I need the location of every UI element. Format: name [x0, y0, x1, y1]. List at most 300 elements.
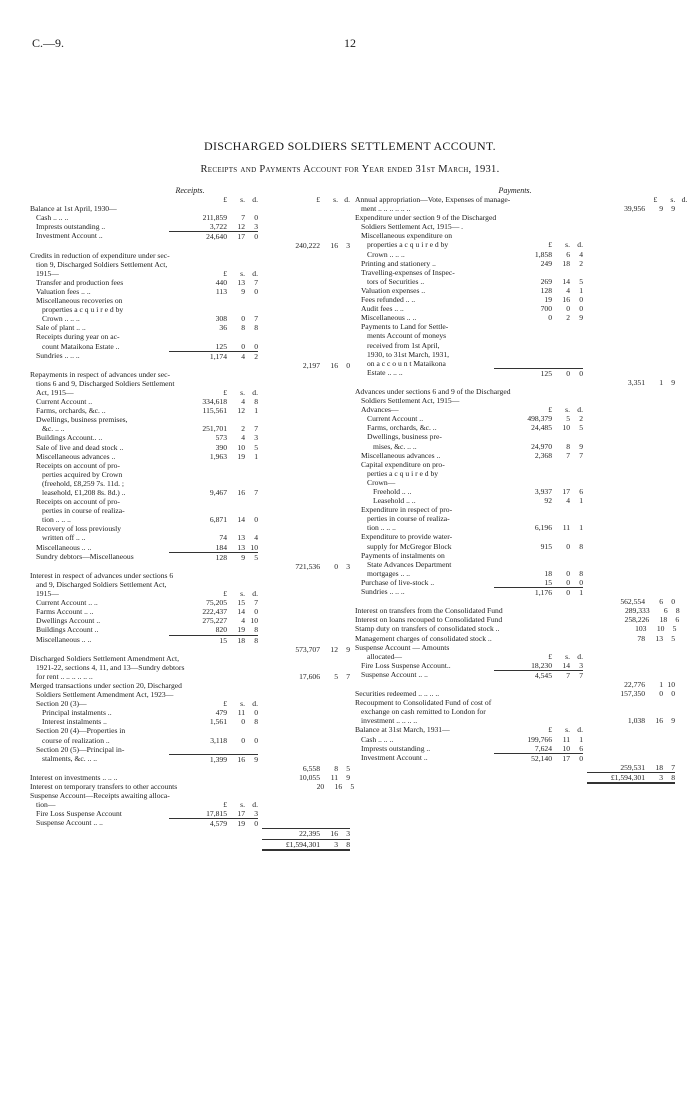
payments-outer-amount-pounds [587, 313, 645, 322]
payments-outer-amount-shillings [645, 250, 663, 259]
receipts-inner-amount-pence [245, 361, 258, 370]
receipts-outer-amount-pounds [262, 717, 320, 726]
receipts-outer-amount-shillings [320, 699, 338, 708]
receipts-row-label: Miscellaneous advances .. [36, 451, 116, 461]
payments-outer-amount-pence [663, 560, 675, 569]
receipts-inner-amount-pence [245, 580, 258, 589]
document-reference: C.—9. [32, 36, 65, 50]
receipts-outer-amount-shillings [320, 287, 338, 296]
receipts-row-label: 1921-22, sections 4, 11, and 13—Sundry debtors [36, 662, 185, 672]
payments-row [355, 505, 675, 514]
receipts-outer-amount-pounds: 240,222 [295, 241, 320, 251]
receipts-outer-amount-shillings [320, 589, 338, 598]
receipts-inner-amount-pounds: 113 [215, 286, 227, 296]
receipts-outer-amount-shillings [320, 231, 338, 241]
receipts-outer-amount-shillings [320, 515, 338, 524]
payments-row [355, 286, 675, 295]
receipts-inner-amount-pounds: 390 [215, 442, 227, 452]
payments-row-label: perties a c q u i r e d by [367, 468, 439, 478]
payments-inner-amount-shillings: 7 [566, 450, 570, 460]
payments-outer-amount-pence: 9 [671, 716, 675, 726]
receipts-row [30, 589, 350, 598]
payments-inner-amount-shillings [552, 331, 570, 340]
receipts-row-label: Crown .. .. .. [42, 314, 80, 324]
receipts-inner-amount-shillings: 16 [237, 754, 245, 764]
payments-row-label: allocated— [367, 651, 402, 661]
receipts-outer-amount-pence [338, 809, 350, 818]
payments-inner-amount-pounds: £ [548, 240, 552, 250]
payments-outer-amount-shillings [645, 496, 663, 505]
receipts-inner-amount-shillings [242, 663, 260, 672]
receipts-outer-amount-shillings [329, 681, 347, 690]
receipts-outer-amount-pence [338, 515, 350, 524]
receipts-outer-amount-pounds [262, 406, 320, 415]
receipts-outer-amount-pence [338, 552, 350, 562]
payments-row [355, 222, 675, 231]
receipts-inner-amount-pounds: 3,722 [209, 222, 227, 232]
receipts-inner-amount-pence: 9 [254, 754, 258, 764]
receipts-inner-amount-pence: 0 [254, 735, 258, 745]
payments-outer-amount-pounds [587, 442, 645, 451]
payments-inner-amount-pounds [494, 560, 552, 569]
payments-outer-amount-pounds: 103 [635, 624, 647, 634]
receipts-inner-amount-shillings: 14 [237, 607, 245, 617]
payments-row [355, 606, 680, 616]
payments-inner-amount-pounds [494, 689, 552, 698]
receipts-row [30, 222, 350, 231]
payments-inner-amount-pounds: £ [548, 725, 552, 735]
payments-inner-amount-shillings: 2 [566, 313, 570, 323]
receipts-outer-amount-shillings [320, 251, 338, 260]
receipts-outer-amount-pounds [262, 791, 320, 800]
payments-inner-amount-pence [570, 341, 583, 350]
receipts-outer-amount-pence [338, 736, 350, 745]
receipts-outer-amount-pence [338, 388, 350, 397]
receipts-row [30, 470, 350, 479]
payments-inner-amount-shillings [552, 772, 570, 784]
receipts-outer-amount-shillings [320, 635, 338, 645]
receipts-outer-amount-shillings: 0 [334, 561, 338, 571]
receipts-outer-amount-pounds [262, 222, 320, 231]
payments-inner-amount-pounds [494, 634, 552, 643]
receipts-outer-amount-pounds [262, 287, 320, 296]
receipts-row [30, 645, 350, 654]
payments-outer-amount-pounds [587, 652, 645, 661]
receipts-outer-amount-pounds [262, 314, 320, 323]
receipts-inner-amount-pence: 0 [254, 819, 258, 829]
payments-outer-amount-shillings: 18 [659, 615, 668, 625]
payments-outer-amount-pounds [587, 350, 645, 359]
payments-row [355, 423, 675, 432]
receipts-inner-amount-pounds: 440 [215, 277, 227, 287]
payments-outer-amount-pence [663, 350, 675, 359]
receipts-row [30, 269, 350, 278]
receipts-row [30, 690, 350, 699]
receipts-inner-amount-shillings: 19 [237, 625, 245, 635]
payments-inner-amount-pounds [494, 505, 552, 514]
payments-outer-amount-shillings [645, 331, 663, 340]
payments-inner-amount-shillings: 10 [562, 743, 570, 753]
receipts-outer-amount-shillings: 11 [330, 772, 338, 782]
receipts-inner-amount-shillings: 17 [237, 809, 245, 819]
receipts-inner-amount-pence [246, 791, 259, 800]
receipts-inner-amount-shillings [228, 370, 246, 379]
payments-outer-amount-shillings [645, 661, 663, 670]
receipts-outer-amount-pence [339, 379, 351, 388]
payments-outer-amount-pounds [587, 396, 645, 405]
payments-outer-amount-shillings [645, 652, 663, 661]
receipts-outer-amount-pence [338, 351, 350, 361]
receipts-outer-amount-shillings [320, 598, 338, 607]
payments-outer-amount-shillings [645, 487, 663, 496]
receipts-row-label: Act, 1915— [36, 387, 74, 397]
payments-row-label: Purchase of live-stock .. [361, 577, 435, 587]
payments-outer-amount-pounds [587, 496, 645, 505]
receipts-outer-amount-shillings: 16 [330, 241, 338, 251]
payments-inner-amount-shillings: 14 [562, 276, 570, 286]
payments-inner-amount-pounds [494, 707, 552, 716]
receipts-inner-amount-pence: d. [252, 195, 258, 204]
payments-row [355, 670, 675, 680]
payments-row-label: supply for McGregor Block [367, 541, 452, 551]
receipts-row-label: stalments, &c. .. .. [42, 753, 98, 763]
payments-outer-amount-shillings [645, 560, 663, 569]
payments-row-label: Capital expenditure on pro- [361, 459, 445, 469]
receipts-row-label: Farms, orchards, &c. .. [36, 406, 106, 416]
payments-outer-amount-pence [663, 744, 675, 753]
payments-row-label: Miscellaneous advances .. [361, 450, 441, 460]
payments-inner-amount-pounds: 52,140 [531, 753, 552, 763]
payments-outer-amount-pence [663, 478, 675, 487]
receipts-row [30, 351, 350, 361]
payments-inner-amount-pounds [494, 432, 552, 441]
receipts-outer-amount-pence [338, 497, 350, 506]
payments-row [355, 304, 675, 313]
receipts-row [30, 625, 350, 634]
payments-outer-amount-pounds: 157,350 [620, 689, 645, 699]
payments-row-label: Fees refunded .. .. [361, 295, 416, 305]
payments-outer-amount-pounds [587, 698, 645, 707]
payments-inner-amount-shillings [552, 460, 570, 469]
receipts-row-label: Imprests outstanding .. [36, 222, 106, 232]
receipts-outer-amount-pounds [262, 745, 320, 754]
payments-inner-amount-pence: 0 [579, 304, 583, 314]
payments-outer-amount-pounds [587, 295, 645, 304]
receipts-outer-amount-pounds [262, 607, 320, 616]
payments-row-label: ment .. .. .. .. .. .. [361, 204, 411, 214]
receipts-outer-amount-pence [338, 397, 350, 406]
payments-outer-amount-pence [663, 432, 675, 441]
payments-outer-amount-pence [663, 652, 675, 661]
payments-inner-amount-pence: 1 [579, 734, 583, 744]
payments-inner-amount-shillings: 0 [566, 588, 570, 598]
payments-inner-amount-pounds [494, 378, 552, 387]
receipts-outer-amount-pounds [262, 699, 320, 708]
payments-outer-amount-pounds [587, 405, 645, 414]
payments-outer-amount-pence [663, 451, 675, 460]
receipts-column [30, 186, 355, 851]
payments-outer-amount-pence: d. [681, 195, 688, 204]
payments-row [355, 725, 675, 734]
payments-outer-amount-shillings [645, 643, 663, 652]
receipts-inner-amount-pence [245, 497, 258, 506]
receipts-inner-amount-shillings: 4 [241, 397, 245, 407]
payments-outer-amount-shillings [645, 286, 663, 295]
payments-outer-amount-pounds [587, 523, 645, 532]
payments-outer-amount-shillings [645, 523, 663, 532]
payments-outer-amount-pounds [587, 532, 645, 541]
receipts-inner-amount-pence: 7 [254, 424, 258, 434]
payments-row [355, 643, 675, 652]
receipts-inner-amount-shillings [232, 379, 250, 388]
receipts-inner-amount-pounds [182, 681, 240, 690]
receipts-inner-amount-pounds: 115,561 [202, 406, 227, 416]
receipts-row [30, 497, 350, 506]
receipts-outer-amount-shillings [320, 332, 338, 341]
payments-outer-amount-pence [663, 523, 675, 532]
receipts-row-label [30, 361, 169, 370]
receipts-inner-amount-pence: 0 [254, 607, 258, 617]
payments-outer-amount-shillings [645, 423, 663, 432]
payments-row [355, 569, 675, 578]
receipts-outer-amount-pence [338, 443, 350, 452]
payments-row-label: tors of Securities .. [367, 276, 425, 286]
payments-outer-amount-pence [663, 286, 675, 295]
receipts-row-label: Sale of plant .. .. [36, 323, 86, 333]
receipts-outer-amount-shillings [320, 533, 338, 542]
receipts-row-label: Receipts during year on ac- [36, 332, 120, 342]
payments-inner-amount-shillings [552, 689, 570, 698]
payments-row [355, 597, 675, 606]
payments-outer-amount-shillings [645, 753, 663, 763]
payments-outer-amount-pence: 9 [671, 377, 675, 387]
payments-inner-amount-shillings: 0 [566, 304, 570, 314]
payments-outer-amount-pence [663, 551, 675, 560]
receipts-inner-amount-pence [260, 663, 273, 672]
payments-inner-amount-shillings [560, 615, 578, 624]
receipts-outer-amount-pounds [262, 351, 320, 361]
payments-row [355, 451, 675, 460]
payments-outer-amount-pence [663, 295, 675, 304]
receipts-row-label: Suspense Account—Receipts awaiting alloca- [30, 791, 170, 801]
receipts-outer-amount-pence [338, 598, 350, 607]
receipts-inner-amount-pounds: 308 [215, 314, 227, 324]
payments-outer-amount-pounds [587, 542, 645, 551]
payments-row-label: Management charges of consolidated stock .. [355, 633, 492, 643]
payments-outer-amount-pounds [587, 460, 645, 469]
receipts-inner-amount-pence [245, 470, 258, 479]
receipts-inner-amount-shillings [227, 726, 245, 735]
receipts-outer-amount-shillings [320, 424, 338, 433]
payments-inner-amount-pence: d. [577, 651, 583, 661]
payments-outer-amount-pounds [587, 222, 645, 231]
receipts-inner-amount-pounds: £ [223, 387, 227, 397]
receipts-inner-amount-pence [245, 672, 258, 681]
payments-inner-amount-pounds: 6,196 [534, 523, 552, 533]
receipts-inner-amount-pence: 5 [254, 442, 258, 452]
payments-row [355, 634, 675, 643]
payments-outer-amount-pence: 7 [671, 762, 675, 772]
payments-inner-amount-pence: d. [577, 240, 583, 250]
receipts-outer-amount-pounds [262, 552, 320, 562]
receipts-outer-amount-shillings: 16 [330, 829, 338, 839]
payments-row [355, 250, 675, 259]
receipts-inner-amount-pounds: 3,118 [210, 735, 227, 745]
receipts-inner-amount-pence: 1 [254, 451, 258, 461]
receipts-inner-amount-shillings [227, 506, 245, 515]
payments-row-label: exchange on cash remitted to London for [361, 707, 486, 717]
receipts-inner-amount-pounds: 184 [215, 542, 227, 552]
receipts-row-label: perties acquired by Crown [42, 469, 123, 479]
receipts-inner-amount-shillings [227, 745, 245, 754]
payments-inner-amount-pounds: 125 [540, 368, 552, 378]
payments-inner-amount-pounds [494, 597, 552, 606]
payments-inner-amount-shillings: 8 [566, 441, 570, 451]
payments-outer-amount-shillings [658, 387, 676, 396]
receipts-outer-amount-shillings [320, 726, 338, 735]
payments-row-label: 1930, to 31st March, 1931, [367, 349, 450, 359]
receipts-inner-amount-shillings: 7 [241, 213, 245, 223]
payments-outer-amount-pounds [587, 213, 645, 222]
payments-total-pounds: £1,594,301 [610, 772, 645, 782]
receipts-inner-amount-pence: d. [252, 699, 258, 709]
payments-inner-amount-pounds: 128 [540, 285, 552, 295]
receipts-row-label: Valuation fees .. .. [36, 286, 91, 296]
receipts-inner-amount-pence: 8 [254, 635, 258, 645]
receipts-outer-amount-shillings [320, 571, 338, 580]
receipts-outer-amount-pence [338, 699, 350, 708]
receipts-row-label: count Mataikona Estate .. [42, 341, 120, 351]
receipts-row-label: perties in course of realiza- [42, 506, 125, 516]
receipts-outer-amount-pence [338, 607, 350, 616]
receipts-outer-amount-shillings [321, 379, 339, 388]
payments-outer-amount-shillings [645, 532, 663, 541]
receipts-outer-amount-shillings [320, 488, 338, 497]
payments-row [355, 487, 675, 496]
receipts-inner-amount-pounds [177, 782, 235, 791]
receipts-inner-amount-pounds: 334,618 [202, 397, 227, 407]
receipts-inner-amount-shillings: 17 [237, 232, 245, 242]
payments-inner-amount-shillings [552, 551, 570, 560]
receipts-outer-amount-pence: 3 [346, 561, 350, 571]
payments-inner-amount-pence: 2 [579, 258, 583, 268]
receipts-heading: Receipts. [175, 186, 205, 195]
payments-inner-amount-shillings: 18 [562, 258, 570, 268]
payments-inner-amount-shillings [552, 231, 570, 240]
receipts-outer-amount-pounds [262, 397, 320, 406]
payments-row-label [355, 763, 494, 772]
payments-inner-amount-shillings [552, 707, 570, 716]
payments-row [355, 680, 675, 689]
receipts-row [30, 195, 350, 204]
payments-outer-amount-pence [663, 331, 675, 340]
receipts-inner-amount-pounds: £ [223, 699, 227, 709]
receipts-row [30, 708, 350, 717]
receipts-row [30, 533, 350, 542]
receipts-outer-amount-pounds [262, 571, 320, 580]
receipts-inner-amount-shillings: 16 [237, 488, 245, 497]
receipts-outer-amount-pence [338, 470, 350, 479]
receipts-row-label: 1915— [36, 589, 59, 599]
payments-row-label: Miscellaneous .. .. [361, 313, 417, 323]
payments-outer-amount-pounds [587, 753, 645, 763]
receipts-outer-amount-pence: 3 [346, 241, 350, 251]
receipts-outer-amount-pence [338, 287, 350, 296]
payments-inner-amount-pence [570, 689, 583, 698]
payments-inner-amount-pounds [496, 213, 554, 222]
payments-outer-amount-pounds [587, 670, 645, 680]
receipts-inner-amount-pence [245, 828, 258, 838]
payments-row-label: Leasehold .. .. [373, 496, 416, 506]
receipts-inner-amount-pounds [169, 580, 227, 589]
receipts-inner-amount-shillings: s. [240, 589, 245, 599]
payments-outer-amount-pence [663, 753, 675, 763]
receipts-inner-amount-pounds [173, 571, 231, 580]
payments-outer-amount-shillings [645, 735, 663, 744]
receipts-outer-amount-pounds [262, 533, 320, 542]
payments-row-label: Expenditure under section 9 of the Discharged [355, 213, 497, 223]
receipts-inner-amount-pence: 7 [254, 314, 258, 324]
payments-inner-amount-pence [570, 532, 583, 541]
payments-row-label: mortgages .. .. [367, 568, 411, 578]
payments-inner-amount-pounds [494, 680, 552, 689]
payments-outer-amount-pence: 8 [675, 606, 680, 616]
payments-inner-amount-shillings [552, 505, 570, 514]
payments-row [355, 542, 675, 551]
receipts-outer-amount-pounds [262, 461, 320, 470]
receipts-inner-amount-pence [245, 479, 258, 488]
receipts-inner-amount-pounds: £ [223, 268, 227, 278]
receipts-outer-amount-shillings: 5 [334, 671, 338, 681]
receipts-outer-amount-pence [338, 296, 350, 305]
payments-outer-amount-pounds: 258,226 [624, 615, 650, 625]
receipts-inner-amount-pounds [169, 204, 227, 213]
payments-outer-amount-shillings [645, 514, 663, 523]
payments-inner-amount-pounds [494, 331, 552, 340]
receipts-outer-amount-shillings [320, 809, 338, 818]
payments-row-label: State Advances Department [367, 559, 452, 569]
payments-outer-amount-pounds: 562,554 [620, 597, 645, 607]
payments-outer-amount-pounds [587, 587, 645, 597]
receipts-row-label [30, 764, 169, 773]
receipts-outer-amount-shillings [320, 323, 338, 332]
receipts-row [30, 479, 350, 488]
payments-row-label: Annual appropriation—Vote, Expenses of manage- [355, 195, 511, 204]
receipts-inner-amount-pence: 7 [254, 598, 258, 608]
receipts-inner-amount-shillings: 12 [237, 406, 245, 416]
payments-row [355, 735, 675, 744]
payments-outer-amount-shillings [645, 295, 663, 304]
receipts-row-label: Miscellaneous .. .. [36, 542, 92, 552]
payments-row-label: Farms, orchards, &c. .. [367, 423, 437, 433]
receipts-inner-amount-pence [245, 839, 258, 851]
payments-outer-amount-pounds [587, 423, 645, 432]
receipts-row [30, 314, 350, 323]
payments-outer-amount-shillings [645, 725, 663, 734]
receipts-row-label: 1915— [36, 268, 59, 278]
receipts-inner-amount-pounds: 4,579 [209, 819, 227, 829]
payments-inner-amount-shillings [569, 387, 587, 396]
payments-inner-amount-pounds: 1,858 [534, 249, 552, 259]
receipts-row-label [30, 839, 169, 851]
receipts-outer-amount-pence [338, 791, 350, 800]
payments-row [355, 744, 675, 753]
receipts-inner-amount-shillings: 13 [237, 533, 245, 543]
payments-total-pence: 8 [671, 772, 675, 782]
payments-inner-amount-shillings [552, 643, 570, 652]
receipts-outer-amount-pounds [262, 598, 320, 607]
receipts-inner-amount-pounds [169, 332, 227, 341]
